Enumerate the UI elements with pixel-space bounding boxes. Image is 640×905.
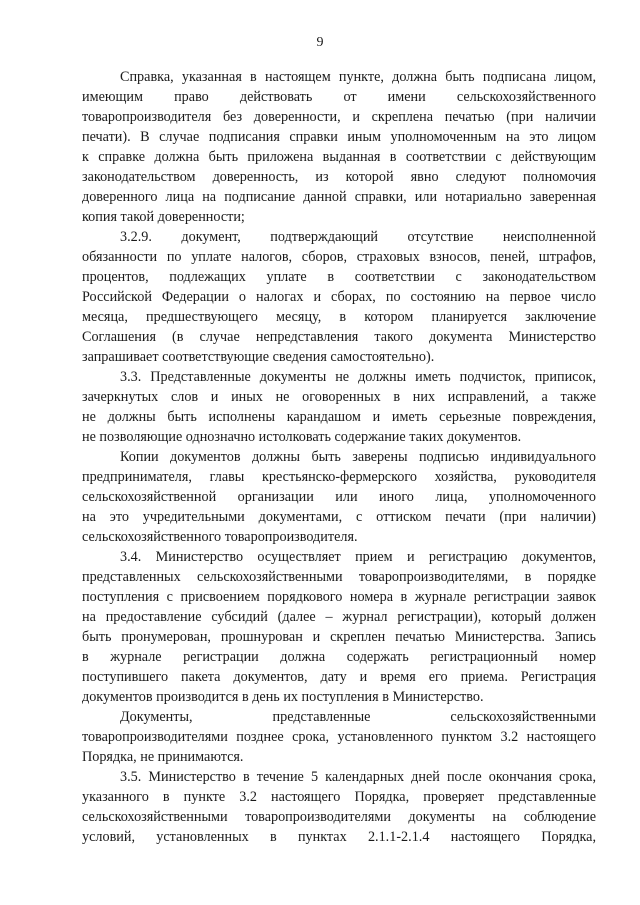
text-line: зачеркнутых слов и иных не оговоренных в них исправлений, а также bbox=[82, 389, 596, 405]
text-line: 3.4. Министерство осуществляет прием и регистрацию документов, bbox=[120, 549, 596, 565]
text-line: сельскохозяйственной организации или иного лица, уполномоченного bbox=[82, 489, 596, 505]
text-line: 3.5. Министерство в течение 5 календарных дней после окончания срока, bbox=[120, 769, 596, 785]
text-line: копия такой доверенности; bbox=[82, 209, 245, 225]
text-line: Справка, указанная в настоящем пункте, должна быть подписана лицом, bbox=[120, 69, 596, 85]
text-line: поступившего пакета документов, дату и время его приема. Регистрация bbox=[82, 669, 596, 685]
text-line: 3.3. Представленные документы не должны иметь подчисток, приписок, bbox=[120, 369, 596, 385]
text-line: имеющим право действовать от имени сельскохозяйственного bbox=[82, 89, 596, 105]
text-line: представленных сельскохозяйственными товаропроизводителями, в порядке bbox=[82, 569, 596, 585]
text-line: товаропроизводителями позднее срока, установленного пунктом 3.2 настоящего bbox=[82, 729, 596, 745]
text-line: Копии документов должны быть заверены подписью индивидуального bbox=[120, 449, 596, 465]
text-line: условий, установленных в пунктах 2.1.1-2.1.4 настоящего Порядка, bbox=[82, 829, 596, 845]
text-line: законодательством доверенность, из которой явно следуют полномочия bbox=[82, 169, 596, 185]
text-line: запрашивает соответствующие сведения самостоятельно). bbox=[82, 349, 435, 365]
text-line: поступления с присвоением порядкового номера в журнале регистрации заявок bbox=[82, 589, 596, 605]
text-line: документов производится в день их поступления в Министерство. bbox=[82, 689, 484, 705]
text-line: товаропроизводителя без доверенности, и скреплена печатью (при наличии bbox=[82, 109, 596, 125]
text-line: Российской Федерации о налогах и сборах, по состоянию на первое число bbox=[82, 289, 596, 305]
page-number: 9 bbox=[316, 35, 324, 50]
text-line: быть пронумерован, прошнурован и скреплен печатью Министерства. Запись bbox=[82, 629, 596, 645]
text-line: печати). В случае подписания справки иным уполномоченным на это лицом bbox=[82, 129, 596, 145]
text-line: процентов, подлежащих уплате в соответствии с законодательством bbox=[82, 269, 596, 285]
text-line: обязанности по уплате налогов, сборов, страховых взносов, пеней, штрафов, bbox=[82, 249, 596, 265]
text-line: Соглашения (в случае непредставления такого документа Министерство bbox=[82, 329, 596, 345]
text-line: 3.2.9. документ, подтверждающий отсутствие неисполненной bbox=[120, 229, 596, 245]
text-line: в журнале регистрации должна содержать регистрационный номер bbox=[82, 649, 596, 665]
text-line: указанного в пункте 3.2 настоящего Порядка, проверяет представленные bbox=[82, 789, 596, 805]
text-line: на предоставление субсидий (далее – журнал регистрации), который должен bbox=[82, 609, 596, 625]
text-line: предпринимателя, главы крестьянско-фермерского хозяйства, руководителя bbox=[82, 469, 596, 485]
text-line: доверенного лица на подписание данной справки, или нотариально заверенная bbox=[82, 189, 596, 205]
text-line: на это учредительными документами, с оттиском печати (при наличии) bbox=[82, 509, 596, 525]
text-line: сельскохозяйственными товаропроизводителями документы на соблюдение bbox=[82, 809, 596, 825]
text-line: сельскохозяйственного товаропроизводителя. bbox=[82, 529, 358, 545]
text-line: Документы, представленные сельскохозяйственными bbox=[120, 709, 596, 725]
text-line: к справке должна быть приложена выданная в соответствии с действующим bbox=[82, 149, 596, 165]
text-line: не позволяющие однозначно истолковать содержание таких документов. bbox=[82, 429, 522, 445]
text-line: Порядка, не принимаются. bbox=[82, 749, 244, 765]
text-line: не должны быть исполнены карандашом и иметь серьезные повреждения, bbox=[82, 409, 596, 425]
text-line: месяца, предшествующего месяцу, в котором планируется заключение bbox=[82, 309, 596, 325]
